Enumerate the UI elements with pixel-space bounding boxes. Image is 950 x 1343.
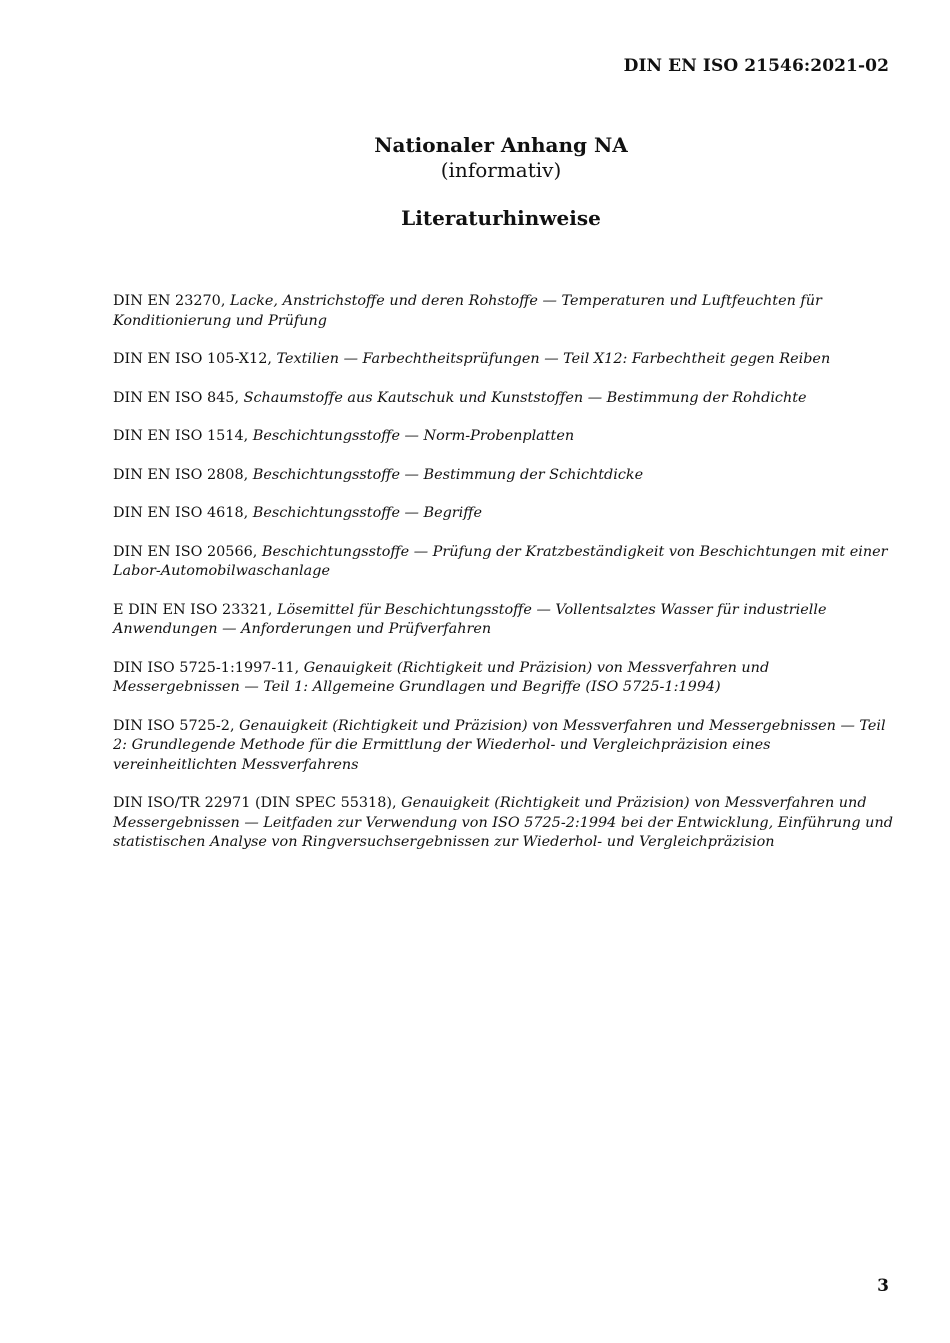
reference-title: Lösemittel für Beschichtungsstoffe — Vollentsalztes Wasser für industrielle Anwendungen — Anforderungen und Prüfverfahren [113, 601, 827, 637]
reference-code: DIN EN ISO 1514 [113, 428, 244, 444]
reference-title: Beschichtungsstoffe — Prüfung der Kratzbeständigkeit von Beschichtungen mit einer Labor-Automobilwaschanlage [113, 543, 888, 579]
reference-item: DIN ISO 5725-1:1997-11, Genauigkeit (Richtigkeit und Präzision) von Messverfahren und Messergebnissen — Teil 1: Allgemeine Grundlagen und Begriffe (ISO 5725-1:1994) [113, 659, 770, 695]
annex-title: Nationaler Anhang NA [374, 133, 628, 157]
reference-title: Genauigkeit (Richtigkeit und Präzision) von Messverfahren und Messergebnissen — Teil 1: Allgemeine Grundlagen und Begriffe (ISO 5725-1:1994) [113, 659, 770, 695]
reference-item: DIN EN ISO 20566, Beschichtungsstoffe — Prüfung der Kratzbeständigkeit von Beschichtungen mit einer Labor-Automobilwaschanlage [113, 543, 888, 579]
reference-code: E DIN EN ISO 23321 [113, 601, 268, 618]
reference-item: E DIN EN ISO 23321, Lösemittel für Beschichtungsstoffe — Vollentsalztes Wasser für industrielle Anwendungen — Anforderungen und Prüfverfahren [113, 601, 827, 637]
document-id: DIN EN ISO 21546:2021-02 [623, 56, 889, 76]
reference-code: DIN EN 23270 [113, 293, 221, 309]
reference-item: DIN EN ISO 4618, Beschichtungsstoffe — Begriffe [113, 505, 482, 521]
reference-title: Lacke, Anstrichstoffe und deren Rohstoffe — Temperaturen und Luftfeuchten für Konditionierung und Prüfung [113, 293, 822, 329]
annex-subtitle: (informativ) [440, 158, 562, 182]
reference-code: DIN EN ISO 4618 [113, 505, 244, 521]
reference-code: DIN ISO 5725-2 [113, 717, 230, 734]
reference-code: DIN EN ISO 845 [113, 389, 235, 406]
annex-heading [0, 132, 950, 231]
page-number: 3 [877, 1276, 889, 1296]
reference-title: Textilien — Farbechtheitsprüfungen — Teil X12: Farbechtheit gegen Reiben [276, 351, 831, 367]
reference-title: Genauigkeit (Richtigkeit und Präzision) von Messverfahren und Messergebnissen — Leitfaden zur Verwendung von ISO 5725-2:1994 bei der Entwicklung, Einführung und statistischen Analyse von Ringversuchsergebnissen zur Wiederhol- und Vergleichpräzision [113, 795, 893, 850]
reference-code: DIN ISO/TR 22971 (DIN SPEC 55318) [113, 795, 392, 811]
reference-title: Beschichtungsstoffe — Norm-Probenplatten [252, 428, 575, 444]
reference-item: DIN ISO 5725-2, Genauigkeit (Richtigkeit und Präzision) von Messverfahren und Messergebnissen — Teil 2: Grundlegende Methode für die Ermittlung der Wiederhol- und Vergleichpräzision eines vereinheitlichten Messverfahrens [113, 717, 886, 773]
reference-item: DIN EN 23270, Lacke, Anstrichstoffe und deren Rohstoffe — Temperaturen und Luftfeuchten für Konditionierung und Prüfung [113, 293, 822, 329]
reference-title: Beschichtungsstoffe — Bestimmung der Schichtdicke [252, 466, 644, 483]
reference-item: DIN EN ISO 2808, Beschichtungsstoffe — Bestimmung der Schichtdicke [113, 466, 644, 483]
reference-code: DIN ISO 5725-1:1997-11 [113, 659, 295, 676]
reference-title: Beschichtungsstoffe — Begriffe [252, 505, 482, 521]
reference-item: DIN EN ISO 845, Schaumstoffe aus Kautschuk und Kunststoffen — Bestimmung der Rohdichte [113, 389, 807, 406]
reference-list [113, 292, 893, 872]
reference-code: DIN EN ISO 105-X12 [113, 351, 268, 367]
reference-item: DIN EN ISO 1514, Beschichtungsstoffe — Norm-Probenplatten [113, 428, 575, 444]
reference-title: Schaumstoffe aus Kautschuk und Kunststoffen — Bestimmung der Rohdichte [243, 389, 807, 406]
reference-item: DIN EN ISO 105-X12, Textilien — Farbechtheitsprüfungen — Teil X12: Farbechtheit gegen Reiben [113, 351, 831, 367]
reference-item: DIN ISO/TR 22971 (DIN SPEC 55318), Genauigkeit (Richtigkeit und Präzision) von Messverfahren und Messergebnissen — Leitfaden zur Verwendung von ISO 5725-2:1994 bei der Entwicklung, Einführung und statistischen Analyse von Ringversuchsergebnissen zur Wiederhol- und Vergleichpräzision [113, 795, 893, 850]
reference-code: DIN EN ISO 2808 [113, 466, 244, 483]
bibliography-title: Literaturhinweise [401, 206, 601, 230]
reference-title: Genauigkeit (Richtigkeit und Präzision) von Messverfahren und Messergebnissen — Teil 2: Grundlegende Methode für die Ermittlung der Wiederhol- und Vergleichpräzision eines vereinheitlichten Messverfahrens [113, 717, 886, 773]
reference-code: DIN EN ISO 20566 [113, 543, 253, 560]
